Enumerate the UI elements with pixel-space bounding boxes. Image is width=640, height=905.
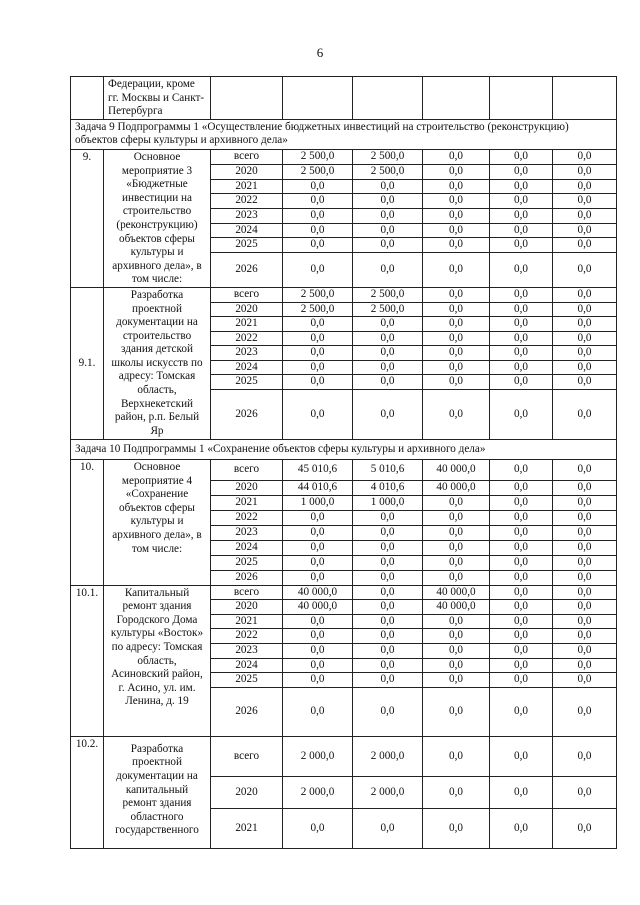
period-label: 2024 xyxy=(211,223,283,238)
amount-cell: 0,0 xyxy=(283,570,353,585)
amount-cell: 0,0 xyxy=(423,736,490,776)
amount-cell: 0,0 xyxy=(353,658,423,673)
amount-cell: 0,0 xyxy=(423,165,490,180)
period-label: 2021 xyxy=(211,317,283,332)
amount-cell: 0,0 xyxy=(423,555,490,570)
amount-cell: 0,0 xyxy=(553,629,617,644)
amount-cell: 0,0 xyxy=(353,510,423,525)
amount-cell: 0,0 xyxy=(423,525,490,540)
amount-cell: 0,0 xyxy=(490,223,553,238)
amount-cell: 0,0 xyxy=(490,629,553,644)
amount-cell: 0,0 xyxy=(423,629,490,644)
amount-cell: 40 000,0 xyxy=(423,481,490,496)
amount-cell: 0,0 xyxy=(283,644,353,659)
period-label: 2021 xyxy=(211,496,283,511)
amount-cell: 0,0 xyxy=(353,687,423,736)
amount-cell: 0,0 xyxy=(353,317,423,332)
table-row xyxy=(71,77,617,120)
amount-cell: 0,0 xyxy=(553,496,617,511)
amount-cell: 0,0 xyxy=(553,179,617,194)
amount-cell: 0,0 xyxy=(553,346,617,361)
amount-cell: 0,0 xyxy=(423,390,490,440)
period-label: 2024 xyxy=(211,360,283,375)
amount-cell: 0,0 xyxy=(553,644,617,659)
amount-cell: 0,0 xyxy=(283,390,353,440)
amount-cell: 0,0 xyxy=(353,540,423,555)
task-heading: Задача 9 Подпрограммы 1 «Осуществление бюджетных инвестиций на строительство (реконструкцию) объектов сферы культуры и архивного дела» xyxy=(71,119,617,149)
amount-cell: 0,0 xyxy=(423,302,490,317)
amount-cell: 0,0 xyxy=(490,600,553,615)
amount-cell: 0,0 xyxy=(353,179,423,194)
amount-cell: 0,0 xyxy=(423,331,490,346)
amount-cell: 0,0 xyxy=(553,510,617,525)
amount-cell: 2 500,0 xyxy=(283,287,353,302)
period-label: всего xyxy=(211,149,283,164)
amount-cell: 0,0 xyxy=(283,179,353,194)
amount-cell: 0,0 xyxy=(353,614,423,629)
amount-cell: 0,0 xyxy=(490,194,553,209)
amount-cell: 0,0 xyxy=(490,317,553,332)
row-number: 10.2. xyxy=(71,736,104,848)
amount-cell: 0,0 xyxy=(490,331,553,346)
amount-cell: 0,0 xyxy=(283,525,353,540)
amount-cell: 0,0 xyxy=(283,238,353,253)
amount-cell: 0,0 xyxy=(283,540,353,555)
amount-cell: 0,0 xyxy=(553,776,617,808)
amount-cell: 0,0 xyxy=(283,629,353,644)
amount-cell: 0,0 xyxy=(283,687,353,736)
amount-cell: 0,0 xyxy=(490,673,553,688)
amount-cell: 0,0 xyxy=(423,808,490,848)
row-number xyxy=(71,77,104,120)
amount-cell: 0,0 xyxy=(553,481,617,496)
amount-cell: 0,0 xyxy=(283,375,353,390)
amount-cell: 2 000,0 xyxy=(353,736,423,776)
amount-cell: 0,0 xyxy=(490,360,553,375)
amount-cell: 0,0 xyxy=(283,252,353,287)
amount-cell: 0,0 xyxy=(423,776,490,808)
amount-cell: 0,0 xyxy=(553,390,617,440)
budget-table xyxy=(70,76,617,849)
amount-cell: 0,0 xyxy=(490,525,553,540)
amount-cell: 0,0 xyxy=(423,223,490,238)
period-label: 2026 xyxy=(211,570,283,585)
amount-cell: 40 000,0 xyxy=(283,585,353,600)
amount-cell: 0,0 xyxy=(353,673,423,688)
amount-cell: 2 500,0 xyxy=(353,302,423,317)
amount-cell: 0,0 xyxy=(490,496,553,511)
amount-cell: 5 010,6 xyxy=(353,460,423,481)
amount-cell: 0,0 xyxy=(490,481,553,496)
amount-cell: 0,0 xyxy=(353,629,423,644)
amount-cell: 0,0 xyxy=(490,375,553,390)
table-row xyxy=(71,736,617,776)
amount-cell: 2 000,0 xyxy=(283,776,353,808)
table-row xyxy=(71,287,617,302)
period-label: 2025 xyxy=(211,238,283,253)
amount-cell: 0,0 xyxy=(423,252,490,287)
period-label: 2022 xyxy=(211,629,283,644)
task-row xyxy=(71,119,617,149)
amount-cell: 0,0 xyxy=(353,208,423,223)
event-name: Разработка проектной документации на строительство здания детской школы искусств по адресу: Томская область, Верхнекетский район, р.п. Белый Яр xyxy=(104,287,211,439)
amount-cell: 0,0 xyxy=(490,460,553,481)
period-label: 2024 xyxy=(211,540,283,555)
amount-cell: 0,0 xyxy=(490,390,553,440)
amount-cell: 0,0 xyxy=(423,644,490,659)
amount-cell: 0,0 xyxy=(353,570,423,585)
amount-cell: 0,0 xyxy=(353,600,423,615)
period-label: 2021 xyxy=(211,808,283,848)
amount-cell: 0,0 xyxy=(490,687,553,736)
amount-cell: 0,0 xyxy=(283,614,353,629)
period-label: всего xyxy=(211,736,283,776)
amount-cell: 0,0 xyxy=(553,317,617,332)
period-label: всего xyxy=(211,287,283,302)
amount-cell: 0,0 xyxy=(353,390,423,440)
amount-cell: 0,0 xyxy=(423,360,490,375)
amount-cell: 0,0 xyxy=(553,208,617,223)
amount-cell: 0,0 xyxy=(423,287,490,302)
amount-cell: 4 010,6 xyxy=(353,481,423,496)
amount-cell: 2 500,0 xyxy=(283,149,353,164)
amount-cell: 0,0 xyxy=(283,208,353,223)
amount-cell: 0,0 xyxy=(553,194,617,209)
table-row xyxy=(71,460,617,481)
amount-cell: 0,0 xyxy=(423,570,490,585)
amount-cell: 0,0 xyxy=(423,194,490,209)
period-label: 2026 xyxy=(211,252,283,287)
period-label: 2024 xyxy=(211,658,283,673)
amount-cell: 0,0 xyxy=(423,317,490,332)
event-name: Капитальный ремонт здания Городского Дома культуры «Восток» по адресу: Томская область, Асиновский район, г. Асино, ул. им. Ленина, д. 19 xyxy=(104,585,211,736)
amount-cell: 0,0 xyxy=(553,287,617,302)
event-name: Основное мероприятие 3 «Бюджетные инвестиции на строительство (реконструкцию) объектов сферы культуры и архивного дела», в том числе: xyxy=(104,149,211,287)
amount-cell: 0,0 xyxy=(423,208,490,223)
amount-cell: 0,0 xyxy=(553,149,617,164)
period-label: 2025 xyxy=(211,375,283,390)
amount-cell: 0,0 xyxy=(423,510,490,525)
amount-cell: 0,0 xyxy=(490,776,553,808)
amount-cell: 0,0 xyxy=(353,331,423,346)
amount-cell: 2 500,0 xyxy=(283,165,353,180)
event-name: Федерации, кроме гг. Москвы и Санкт-Петербурга xyxy=(104,77,211,120)
period-label: 2022 xyxy=(211,331,283,346)
amount-cell: 0,0 xyxy=(553,223,617,238)
period-label: 2020 xyxy=(211,776,283,808)
amount-cell: 0,0 xyxy=(283,808,353,848)
amount-cell: 1 000,0 xyxy=(353,496,423,511)
amount-cell: 40 000,0 xyxy=(283,600,353,615)
amount-cell: 0,0 xyxy=(353,585,423,600)
amount-cell: 0,0 xyxy=(490,736,553,776)
amount-cell: 0,0 xyxy=(553,375,617,390)
amount-cell: 0,0 xyxy=(490,149,553,164)
amount-cell: 0,0 xyxy=(553,658,617,673)
period-label: 2023 xyxy=(211,208,283,223)
amount-cell: 40 000,0 xyxy=(423,460,490,481)
row-number: 9. xyxy=(71,149,104,287)
event-name: Разработка проектной документации на капитальный ремонт здания областного государственного xyxy=(104,736,211,848)
amount-cell: 0,0 xyxy=(490,252,553,287)
amount-cell: 44 010,6 xyxy=(283,481,353,496)
amount-cell: 0,0 xyxy=(553,687,617,736)
task-heading: Задача 10 Подпрограммы 1 «Сохранение объектов сферы культуры и архивного дела» xyxy=(71,440,617,460)
period-label: 2025 xyxy=(211,673,283,688)
amount-cell: 0,0 xyxy=(553,555,617,570)
table-row xyxy=(71,585,617,600)
period-label: всего xyxy=(211,460,283,481)
row-number: 10.1. xyxy=(71,585,104,736)
period-label: 2020 xyxy=(211,165,283,180)
amount-cell: 0,0 xyxy=(423,658,490,673)
row-number: 10. xyxy=(71,460,104,586)
amount-cell: 2 000,0 xyxy=(283,736,353,776)
amount-cell: 0,0 xyxy=(490,238,553,253)
amount-cell: 0,0 xyxy=(423,375,490,390)
amount-cell: 40 000,0 xyxy=(423,585,490,600)
amount-cell: 0,0 xyxy=(423,179,490,194)
amount-cell: 0,0 xyxy=(490,208,553,223)
amount-cell: 0,0 xyxy=(353,346,423,361)
amount-cell: 1 000,0 xyxy=(283,496,353,511)
amount-cell: 0,0 xyxy=(553,331,617,346)
period-label: 2023 xyxy=(211,644,283,659)
period-label: 2023 xyxy=(211,525,283,540)
amount-cell: 0,0 xyxy=(423,673,490,688)
event-name: Основное мероприятие 4 «Сохранение объектов сферы культуры и архивного дела», в том числе: xyxy=(104,460,211,586)
amount-cell: 0,0 xyxy=(490,510,553,525)
amount-cell: 0,0 xyxy=(490,346,553,361)
amount-cell: 0,0 xyxy=(283,223,353,238)
amount-cell: 0,0 xyxy=(553,238,617,253)
amount-cell: 0,0 xyxy=(553,525,617,540)
amount-cell: 2 500,0 xyxy=(353,287,423,302)
amount-cell: 0,0 xyxy=(283,673,353,688)
amount-cell: 0,0 xyxy=(553,585,617,600)
amount-cell: 0,0 xyxy=(490,555,553,570)
amount-cell: 0,0 xyxy=(553,302,617,317)
amount-cell: 0,0 xyxy=(283,555,353,570)
amount-cell: 0,0 xyxy=(423,346,490,361)
task-row xyxy=(71,440,617,460)
period-label: 2021 xyxy=(211,179,283,194)
amount-cell: 0,0 xyxy=(490,644,553,659)
amount-cell: 0,0 xyxy=(353,223,423,238)
period-label: 2026 xyxy=(211,390,283,440)
amount-cell: 0,0 xyxy=(490,302,553,317)
amount-cell: 0,0 xyxy=(283,331,353,346)
row-number: 9.1. xyxy=(71,287,104,439)
amount-cell: 0,0 xyxy=(490,287,553,302)
amount-cell: 2 500,0 xyxy=(353,149,423,164)
amount-cell: 0,0 xyxy=(283,658,353,673)
amount-cell: 0,0 xyxy=(490,585,553,600)
amount-cell: 0,0 xyxy=(353,555,423,570)
page-number: 6 xyxy=(316,45,324,60)
amount-cell: 0,0 xyxy=(423,540,490,555)
amount-cell: 0,0 xyxy=(553,252,617,287)
table-row xyxy=(71,149,617,164)
amount-cell: 0,0 xyxy=(283,194,353,209)
amount-cell: 0,0 xyxy=(353,238,423,253)
amount-cell: 0,0 xyxy=(553,540,617,555)
amount-cell: 0,0 xyxy=(490,658,553,673)
period-label: 2026 xyxy=(211,687,283,736)
period-label: 2023 xyxy=(211,346,283,361)
period-label: 2021 xyxy=(211,614,283,629)
amount-cell: 40 000,0 xyxy=(423,600,490,615)
amount-cell: 0,0 xyxy=(553,360,617,375)
amount-cell: 0,0 xyxy=(553,600,617,615)
amount-cell: 0,0 xyxy=(423,614,490,629)
amount-cell: 0,0 xyxy=(423,149,490,164)
amount-cell: 45 010,6 xyxy=(283,460,353,481)
amount-cell: 0,0 xyxy=(490,165,553,180)
amount-cell: 0,0 xyxy=(490,570,553,585)
amount-cell: 0,0 xyxy=(553,614,617,629)
amount-cell: 2 000,0 xyxy=(353,776,423,808)
amount-cell: 0,0 xyxy=(490,540,553,555)
amount-cell: 0,0 xyxy=(553,460,617,481)
amount-cell: 0,0 xyxy=(353,252,423,287)
amount-cell: 2 500,0 xyxy=(283,302,353,317)
amount-cell: 0,0 xyxy=(423,687,490,736)
amount-cell: 0,0 xyxy=(490,614,553,629)
amount-cell: 0,0 xyxy=(283,360,353,375)
amount-cell: 0,0 xyxy=(283,317,353,332)
amount-cell: 0,0 xyxy=(553,673,617,688)
amount-cell: 0,0 xyxy=(353,360,423,375)
amount-cell: 0,0 xyxy=(490,179,553,194)
amount-cell: 0,0 xyxy=(553,570,617,585)
period-label: всего xyxy=(211,585,283,600)
amount-cell: 2 500,0 xyxy=(353,165,423,180)
amount-cell: 0,0 xyxy=(490,808,553,848)
amount-cell: 0,0 xyxy=(553,165,617,180)
amount-cell: 0,0 xyxy=(423,496,490,511)
period-label: 2020 xyxy=(211,481,283,496)
amount-cell: 0,0 xyxy=(553,808,617,848)
amount-cell: 0,0 xyxy=(283,510,353,525)
amount-cell: 0,0 xyxy=(353,375,423,390)
amount-cell: 0,0 xyxy=(353,194,423,209)
amount-cell: 0,0 xyxy=(423,238,490,253)
period-label: 2020 xyxy=(211,302,283,317)
period-label: 2022 xyxy=(211,194,283,209)
amount-cell: 0,0 xyxy=(353,644,423,659)
amount-cell: 0,0 xyxy=(353,808,423,848)
period-label: 2020 xyxy=(211,600,283,615)
amount-cell: 0,0 xyxy=(353,525,423,540)
period-label: 2025 xyxy=(211,555,283,570)
amount-cell: 0,0 xyxy=(553,736,617,776)
amount-cell: 0,0 xyxy=(283,346,353,361)
period-label: 2022 xyxy=(211,510,283,525)
